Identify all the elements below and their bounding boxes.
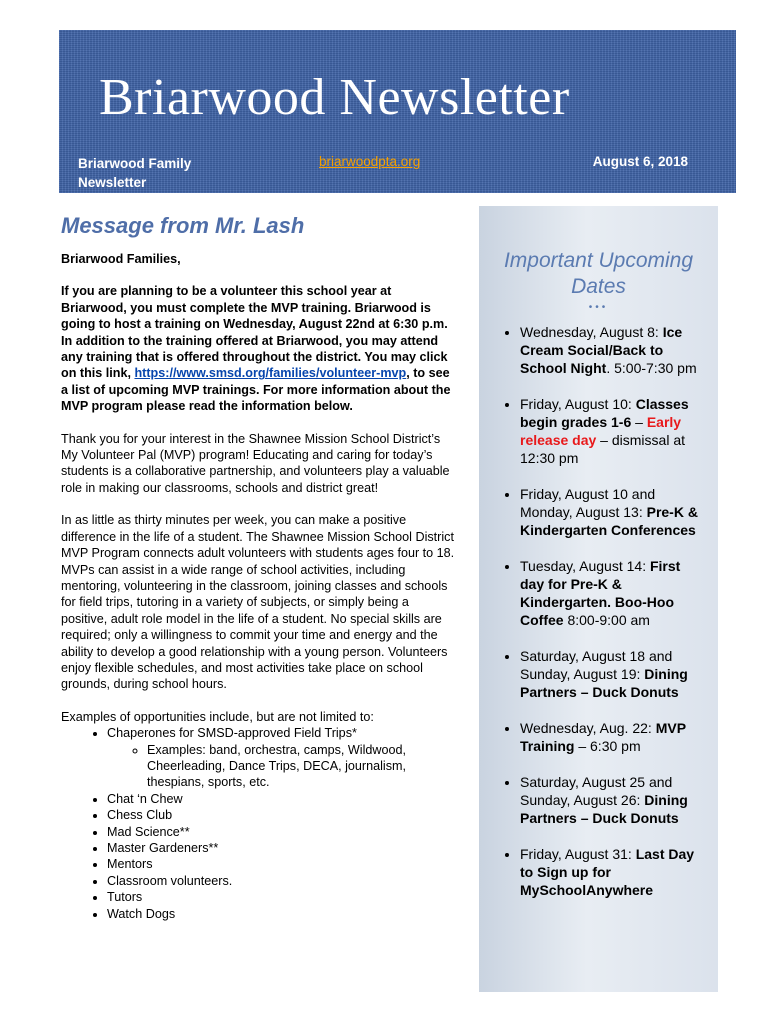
banner-subtitle: Briarwood Family Newsletter bbox=[78, 156, 192, 190]
date-label: Saturday, August 25 and Sunday, August 26: bbox=[520, 774, 673, 808]
list-item: • Tutors bbox=[107, 889, 456, 905]
intro-paragraph bbox=[61, 283, 456, 414]
separator: – bbox=[631, 414, 647, 430]
date-label: Friday, August 10 and Monday, August 13: bbox=[520, 486, 656, 520]
newsletter-banner bbox=[59, 30, 736, 193]
date-item bbox=[520, 773, 704, 827]
date-label: Friday, August 10: bbox=[520, 396, 636, 412]
greeting: Briarwood Families, bbox=[61, 252, 181, 266]
date-item bbox=[520, 557, 704, 629]
date-label: Wednesday, Aug. 22: bbox=[520, 720, 656, 736]
sub-list bbox=[107, 742, 456, 791]
list-item bbox=[107, 725, 456, 791]
newsletter-date: August 6, 2018 bbox=[592, 154, 688, 169]
intro-text-end: , to see a list of upcoming MVP trainings. For more information about the MVP program please read the information below. bbox=[61, 366, 451, 414]
dates-list bbox=[479, 323, 718, 899]
list-item: • Chess Club bbox=[107, 807, 456, 823]
list-item: • Mentors bbox=[107, 856, 456, 872]
event-name: Dining Partners – Duck Donuts bbox=[520, 666, 688, 700]
opportunities-list bbox=[61, 725, 456, 922]
date-item bbox=[520, 845, 704, 899]
examples-intro: Examples of opportunities include, but are not limited to: bbox=[61, 709, 374, 724]
event-time: 8:00-9:00 am bbox=[563, 612, 650, 628]
event-name: First day for Pre-K & Kindergarten. Boo-Hoo Coffee bbox=[520, 558, 681, 628]
list-item: • Master Gardeners** bbox=[107, 840, 456, 856]
list-item: • Mad Science** bbox=[107, 824, 456, 840]
date-item bbox=[520, 323, 704, 377]
date-item bbox=[520, 395, 704, 467]
date-label: Friday, August 31: bbox=[520, 846, 636, 862]
sidebar-title: Important Upcoming Dates bbox=[503, 249, 694, 298]
sidebar-divider-dots: ••• bbox=[588, 302, 609, 313]
event-name: Ice Cream Social/Back to School Night bbox=[520, 324, 683, 376]
list-item: ◦ Examples: band, orchestra, camps, Wildwood, Cheerleading, Dance Trips, DECA, journalism, thespians, sports, etc. bbox=[147, 742, 456, 791]
pta-website-link[interactable]: briarwoodpta.org bbox=[319, 154, 421, 169]
event-name: Pre-K & Kindergarten Conferences bbox=[520, 504, 698, 538]
event-time: – 6:30 pm bbox=[574, 738, 641, 754]
main-column bbox=[61, 213, 456, 922]
date-item bbox=[520, 485, 704, 539]
event-name: Last Day to Sign up for MySchoolAnywhere bbox=[520, 846, 695, 898]
event-name: MVP Training bbox=[520, 720, 686, 754]
date-item bbox=[520, 647, 704, 701]
list-item: • Classroom volunteers. bbox=[107, 873, 456, 889]
event-name: Classes begin grades 1-6 bbox=[520, 396, 689, 430]
date-label: Wednesday, August 8: bbox=[520, 324, 663, 340]
date-item bbox=[520, 719, 704, 755]
event-time: . 5:00-7:30 pm bbox=[606, 360, 697, 376]
date-label: Tuesday, August 14: bbox=[520, 558, 650, 574]
upcoming-dates-sidebar bbox=[479, 206, 718, 992]
event-name: Dining Partners – Duck Donuts bbox=[520, 792, 688, 826]
event-time: – dismissal at 12:30 pm bbox=[520, 432, 685, 466]
early-release-alert: Early release day bbox=[520, 414, 682, 448]
date-label: Saturday, August 18 and Sunday, August 19: bbox=[520, 648, 673, 682]
mvp-training-link[interactable]: https://www.smsd.org/families/volunteer-mvp bbox=[134, 366, 407, 381]
list-item-label: Chaperones for SMSD-approved Field Trips* bbox=[107, 726, 357, 741]
list-item: • Watch Dogs bbox=[107, 906, 456, 922]
newsletter-title: Briarwood Newsletter bbox=[99, 69, 570, 126]
intro-text: If you are planning to be a volunteer this school year at Briarwood, you must complete the MVP training. Briarwood is going to host a training on Wednesday, August 22nd at 6:30 p.m. In addition to the training offered at Briarwood, you may attend any training that is offered throughout the district. You may click on this link, bbox=[61, 284, 448, 381]
section-heading: Message from Mr. Lash bbox=[61, 213, 305, 238]
body-paragraph-2: In as little as thirty minutes per week, you can make a positive difference in the life of a student. The Shawnee Mission School District MVP Program connects adult volunteers with students ages four to 18. MVPs can assist in a wide range of school activities, including mentoring, volunteering in the classroom, joining classes and schools for field trips, tutoring in a variety of subjects, or simply being a positive, adult role model in the life of a student. No special skills are required; only a willingness to commit your time and energy and the ability to develop a good relationship with a young person. Volunteers enjoy flexible schedules, and most activities take place on school grounds, during school hours. bbox=[61, 513, 455, 692]
body-paragraph-1: Thank you for your interest in the Shawnee Mission School District’s My Volunteer Pal (MVP) program! Educating and caring for today’s students is a collaborative partnership, and volunteers play a valuable role in making our classrooms, schools and district great! bbox=[61, 431, 450, 495]
list-item: • Chat ‘n Chew bbox=[107, 791, 456, 807]
